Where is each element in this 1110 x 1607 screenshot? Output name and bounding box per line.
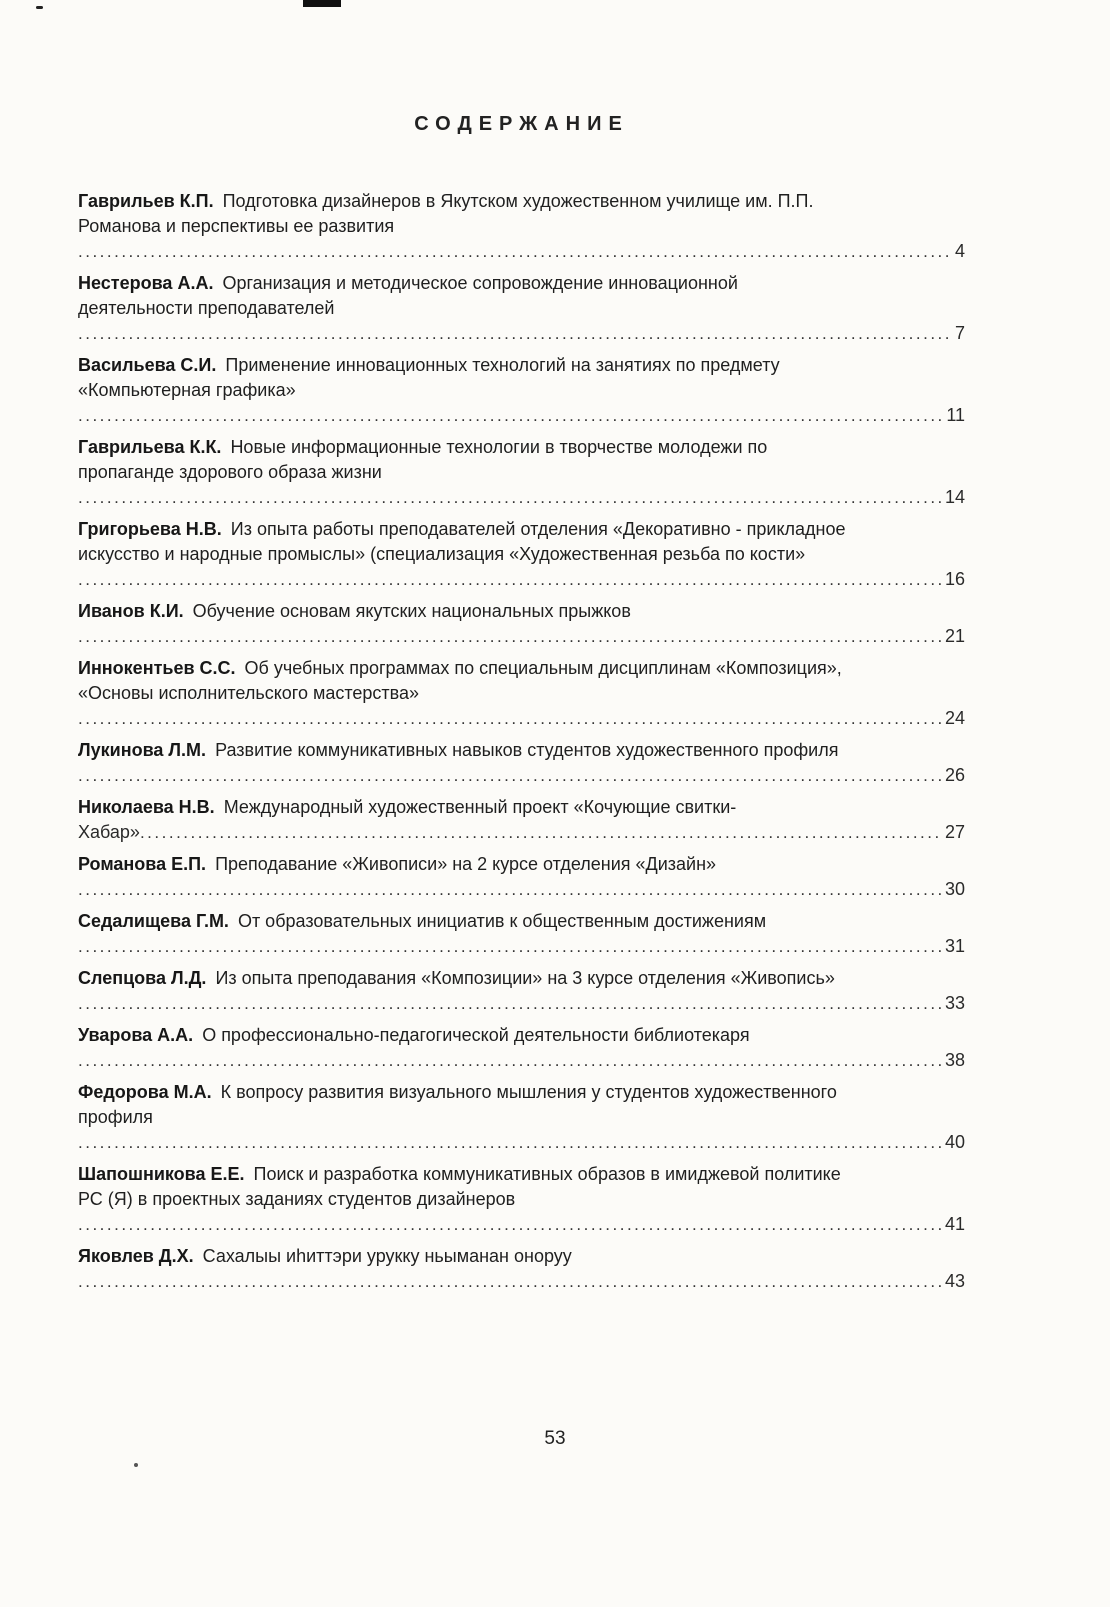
page-number: 53 [544, 1428, 566, 1449]
entry-page-number: 38 [944, 1050, 965, 1070]
entry-title: От образовательных инициатив к общественным достижениям [237, 911, 767, 931]
entry-title: Из опыта работы преподавателей отделения «Декоративно - прикладное искусство и народные промыслы» (специализация «Художественная резьба по кости» [78, 519, 846, 564]
leader-dots [78, 877, 943, 902]
entry-author: Гаврильева К.К. [78, 437, 222, 457]
toc-leader-line [78, 1130, 965, 1155]
toc-leader-line [78, 877, 965, 902]
toc-entry [78, 795, 965, 845]
toc-entry-text [78, 1244, 850, 1269]
entry-author: Уварова А.А. [78, 1025, 194, 1045]
entry-author: Федорова М.А. [78, 1082, 212, 1102]
toc-entry [78, 599, 965, 649]
leader-dots [78, 1048, 943, 1073]
leader-dots [78, 763, 943, 788]
scan-artifact [134, 1463, 138, 1467]
entry-page-number: 16 [944, 569, 965, 589]
toc-entry-text [78, 909, 850, 934]
toc-leader-line [78, 567, 965, 592]
entry-title: Из опыта преподавания «Композиции» на 3 курсе отделения «Живопись» [215, 968, 835, 988]
toc-leader-line [78, 321, 965, 346]
entry-title: Новые информационные технологии в творчестве молодежи по пропаганде здорового образа жизни [78, 437, 768, 482]
entry-page-number: 7 [954, 323, 965, 343]
entry-title: Применение инновационных технологий на занятиях по предмету «Компьютерная графика» [78, 355, 780, 400]
entry-title: Поиск и разработка коммуникативных образов в имиджевой политике РС (Я) в проектных заданиях студентов дизайнеров [78, 1164, 841, 1209]
toc-entry-text [78, 1080, 850, 1130]
toc-entry-text [78, 599, 850, 624]
leader-dots [78, 624, 943, 649]
toc-entry-text [78, 656, 850, 706]
entry-author: Нестерова А.А. [78, 273, 214, 293]
toc-leader-line [78, 706, 965, 731]
toc-entry [78, 656, 965, 731]
entry-author: Лукинова Л.М. [78, 740, 207, 760]
entry-author: Яковлев Д.Х. [78, 1246, 194, 1266]
entry-title: Международный художественный проект «Кочующие свитки- [223, 797, 737, 817]
toc-leader-line [78, 624, 965, 649]
entry-author: Григорьева Н.В. [78, 519, 222, 539]
toc-entry [78, 738, 965, 788]
entry-author: Иванов К.И. [78, 601, 184, 621]
entry-title: Обучение основам якутских национальных прыжков [192, 601, 631, 621]
toc-entry [78, 1080, 965, 1155]
leader-dots [78, 485, 943, 510]
entry-page-number: 26 [944, 765, 965, 785]
page-title: СОДЕРЖАНИЕ [414, 113, 629, 135]
entry-page-number: 33 [944, 993, 965, 1013]
entry-page-number: 30 [944, 879, 965, 899]
toc-leader-line [78, 991, 965, 1016]
toc-leader-line [78, 485, 965, 510]
entry-title: Преподавание «Живописи» на 2 курсе отделения «Дизайн» [215, 854, 717, 874]
entry-author: Шапошникова Е.Е. [78, 1164, 245, 1184]
toc-list [78, 189, 965, 1294]
toc-entry-text [78, 1162, 850, 1212]
leader-dots [78, 403, 944, 428]
leader-dots [78, 706, 943, 731]
entry-page-number: 40 [944, 1132, 965, 1152]
toc-leader-line [78, 1048, 965, 1073]
toc-leader-line [78, 1212, 965, 1237]
toc-entry [78, 353, 965, 428]
toc-entry-text [78, 435, 850, 485]
entry-page-number: 24 [944, 708, 965, 728]
toc-entry [78, 966, 965, 1016]
leader-dots [78, 239, 953, 264]
leader-dots [78, 1269, 943, 1294]
entry-title: О профессионально-педагогической деятельности библиотекаря [202, 1025, 750, 1045]
entry-author: Романова Е.П. [78, 854, 207, 874]
entry-page-number: 4 [954, 241, 965, 261]
toc-entry [78, 189, 965, 264]
entry-title: Сахалыы иһиттэри урукку ньыманан оноруу [202, 1246, 572, 1266]
leader-dots [78, 1212, 943, 1237]
toc-entry-text [78, 966, 850, 991]
toc-entry [78, 1162, 965, 1237]
toc-entry [78, 909, 965, 959]
entry-title: Об учебных программах по специальным дисциплинам «Композиция», «Основы исполнительского мастерства» [78, 658, 842, 703]
toc-entry-text [78, 852, 850, 877]
scan-artifact [36, 6, 43, 9]
toc-leader-line [78, 763, 965, 788]
toc-leader-line [78, 934, 965, 959]
toc-entry [78, 1023, 965, 1073]
entry-author: Гаврильев К.П. [78, 191, 214, 211]
entry-title: Подготовка дизайнеров в Якутском художественном училище им. П.П. Романова и перспективы ее развития [78, 191, 814, 236]
entry-title: Организация и методическое сопровождение инновационной деятельности преподавателей [78, 273, 738, 318]
leader-dots [78, 991, 943, 1016]
leader-dots [140, 820, 943, 845]
leader-dots [78, 321, 953, 346]
toc-leader-line [78, 1269, 965, 1294]
toc-entry-text [78, 189, 850, 239]
toc-entry [78, 517, 965, 592]
entry-title: Развитие коммуникативных навыков студентов художественного профиля [215, 740, 839, 760]
toc-entry-text [78, 1023, 850, 1048]
entry-page-number: 14 [944, 487, 965, 507]
leader-dots [78, 934, 943, 959]
entry-title: К вопросу развития визуального мышления у студентов художественного профиля [78, 1082, 837, 1127]
toc-leader-line [78, 820, 965, 845]
leader-dots [78, 1130, 943, 1155]
toc-leader-line [78, 403, 965, 428]
leader-dots [78, 567, 943, 592]
toc-entry-text [78, 738, 850, 763]
entry-page-number: 41 [944, 1214, 965, 1234]
toc-entry [78, 1244, 965, 1294]
entry-author: Иннокентьев С.С. [78, 658, 236, 678]
toc-entry-text [78, 795, 850, 820]
entry-page-number: 11 [946, 405, 965, 425]
entry-author: Васильева С.И. [78, 355, 217, 375]
toc-entry-text [78, 353, 850, 403]
entry-page-number: 31 [944, 936, 965, 956]
entry-page-number: 21 [944, 626, 965, 646]
toc-entry-text [78, 517, 850, 567]
toc-entry [78, 852, 965, 902]
toc-entry [78, 435, 965, 510]
entry-author: Слепцова Л.Д. [78, 968, 207, 988]
content-area [78, 0, 965, 1301]
entry-page-number: 43 [944, 1271, 965, 1291]
entry-leader-prefix: Хабар» [78, 822, 140, 842]
entry-page-number: 27 [944, 822, 965, 842]
toc-leader-line [78, 239, 965, 264]
toc-entry [78, 271, 965, 346]
entry-author: Седалищева Г.М. [78, 911, 229, 931]
toc-entry-text [78, 271, 850, 321]
entry-author: Николаева Н.В. [78, 797, 215, 817]
